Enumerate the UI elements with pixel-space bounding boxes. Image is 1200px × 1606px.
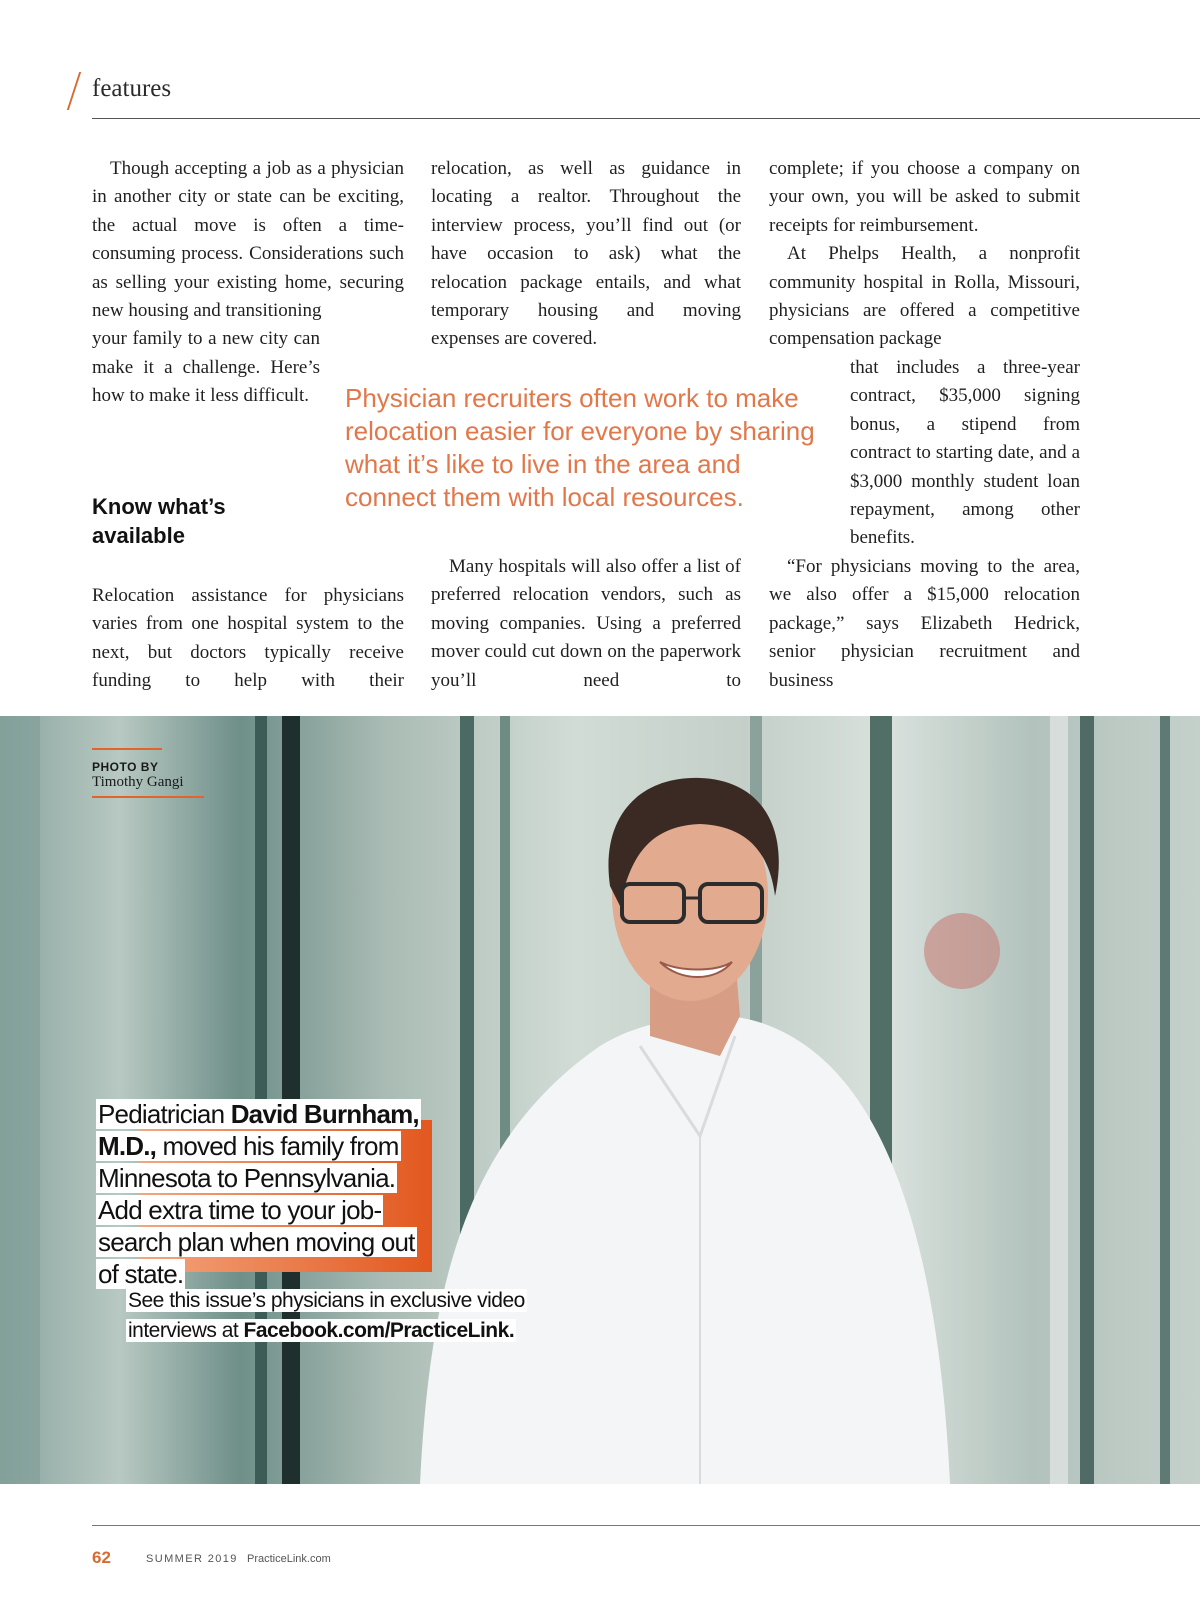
paragraph: “For physicians moving to the area, we also offer a $15,000 relocation package,” says Elizabeth Hedrick, senior physician recruitment and business [769,556,1080,691]
credit-rule-bottom [92,796,204,798]
caption-physician-name: David Burnham, M.D., [98,1099,419,1161]
header-slash-accent [67,72,81,110]
window-mullion [1160,716,1170,1484]
intro-paragraph-part2: your family to a new city can make it a challenge. Here’s how to make it less difficult. [92,328,320,407]
article-col1-bottom [92,582,404,696]
article-col3-mid [850,354,1080,553]
paragraph: At Phelps Health, a nonprofit community hospital in Rolla, Missouri, physicians are offered a competitive compensation package [769,243,1080,350]
section-label: features [92,75,172,102]
photo-caption [96,1098,426,1290]
article-col3-top [769,155,1080,354]
article-col2-bottom [431,553,741,695]
intro-paragraph-part1: Though accepting a job as a physician in another city or state can be exciting, the actual move is often a time-consuming process. Considerations such as selling your existing home, securing new housing and transitioning [92,158,404,322]
window-mullion [1080,716,1094,1484]
article-col1-intro [92,155,404,411]
photo-credit [92,748,204,798]
caption-text: moved his family from Minnesota to Pennsylvania. Add extra time to your job-search plan when moving out of state. [98,1131,415,1289]
paragraph: Many hospitals will also offer a list of preferred relocation vendors, such as moving companies. Using a preferred mover could cut down on the paperwork you’ll need to [431,556,741,691]
photo-credit-label: PHOTO BY [92,760,159,774]
article-col3-bottom [769,553,1080,695]
header-rule [92,118,1200,119]
photographer-name: Timothy Gangi [92,774,184,790]
window-mullion [1050,716,1068,1484]
window-frame-left [0,716,40,1484]
subheading: Know what’s available [92,494,226,548]
paragraph: Relocation assistance for physicians varies from one hospital system to the next, but doctors typically receive funding to help with their [92,585,404,692]
issue-label: SUMMER 2019 [146,1553,238,1565]
facebook-link[interactable]: Facebook.com/PracticeLink. [243,1319,515,1342]
paragraph: that includes a three-year contract, $35,000 signing bonus, a stipend from contract to starting date, and a $3,000 monthly student loan repayment, among other benefits. [850,357,1080,549]
blurred-sign [924,913,1000,989]
paragraph: relocation, as well as guidance in locating a realtor. Throughout the interview process, you’ll find out (or have occasion to ask) what the relocation package entails, and what temporary housing and moving expenses are covered. [431,158,741,350]
credit-rule-top [92,748,162,750]
paragraph: complete; if you choose a company on your own, you will be asked to submit receipts for reimbursement. [769,158,1080,236]
video-callout [126,1286,526,1346]
site-link[interactable]: PracticeLink.com [247,1553,331,1565]
caption-lead: Pediatrician [98,1099,231,1129]
page-number: 62 [92,1548,111,1567]
video-callout-text: See this issue’s physicians in exclusive video interviews at [128,1289,525,1342]
pull-quote: Physician recruiters often work to make relocation easier for everyone by sharing what it’s like to live in the area and connect them with local resources. [345,383,815,512]
footer-rule [92,1525,1200,1526]
article-col2-top [431,155,741,354]
